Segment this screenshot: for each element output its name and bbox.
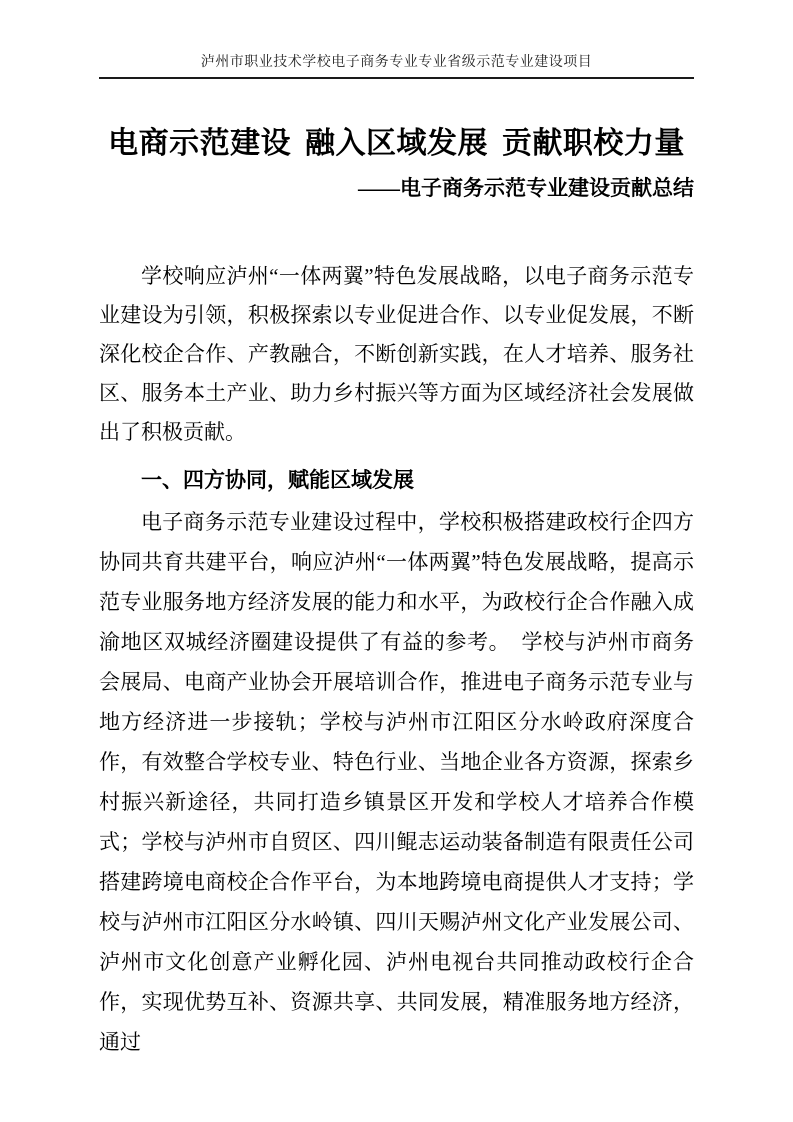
paragraph-intro: 学校响应泸州“一体两翼”特色发展战略，以电子商务示范专业建设为引领，积极探索以专业促进合作、以专业促发展，不断深化校企合作、产教融合，不断创新实践，在人才培养、服务社区、服务本土产业、助力乡村振兴等方面为区域经济社会发展做出了积极贡献。 (99, 264, 694, 444)
document-subtitle: ——电子商务示范专业建设贡献总结 (358, 176, 694, 200)
document-title: 电商示范建设 融入区域发展 贡献职校力量 (108, 127, 685, 160)
section-heading-1: 一、四方协同，赋能区域发展 (141, 469, 414, 492)
document-body (99, 257, 694, 1062)
header-title: 泸州市职业技术学校电子商务专业专业省级示范专业建设项目 (200, 55, 593, 70)
page-header (99, 54, 694, 79)
paragraph-section-1: 电子商务示范专业建设过程中，学校积极搭建政校行企四方协同共育共建平台，响应泸州“一体两翼”特色发展战略，提高示范专业服务地方经济发展的能力和水平，为政校行企合作融入成渝地区双城经济圈建设提供了有益的参考。 学校与泸州市商务会展局、电商产业协会开展培训合作，推进电子商务示范专业与地方经济进一步接轨；学校与泸州市江阳区分水岭政府深度合作，有效整合学校专业、特色行业、当地企业各方资源，探索乡村振兴新途径，共同打造乡镇景区开发和学校人才培养合作模式；学校与泸州市自贸区、四川鲲志运动装备制造有限责任公司搭建跨境电商校企合作平台，为本地跨境电商提供人才支持；学校与泸州市江阳区分水岭镇、四川天赐泸州文化产业发展公司、泸州市文化创意产业孵化园、泸州电视台共同推动政校行企合作，实现优势互补、资源共享、共同发展，精准服务地方经济，通过 (99, 510, 694, 1054)
